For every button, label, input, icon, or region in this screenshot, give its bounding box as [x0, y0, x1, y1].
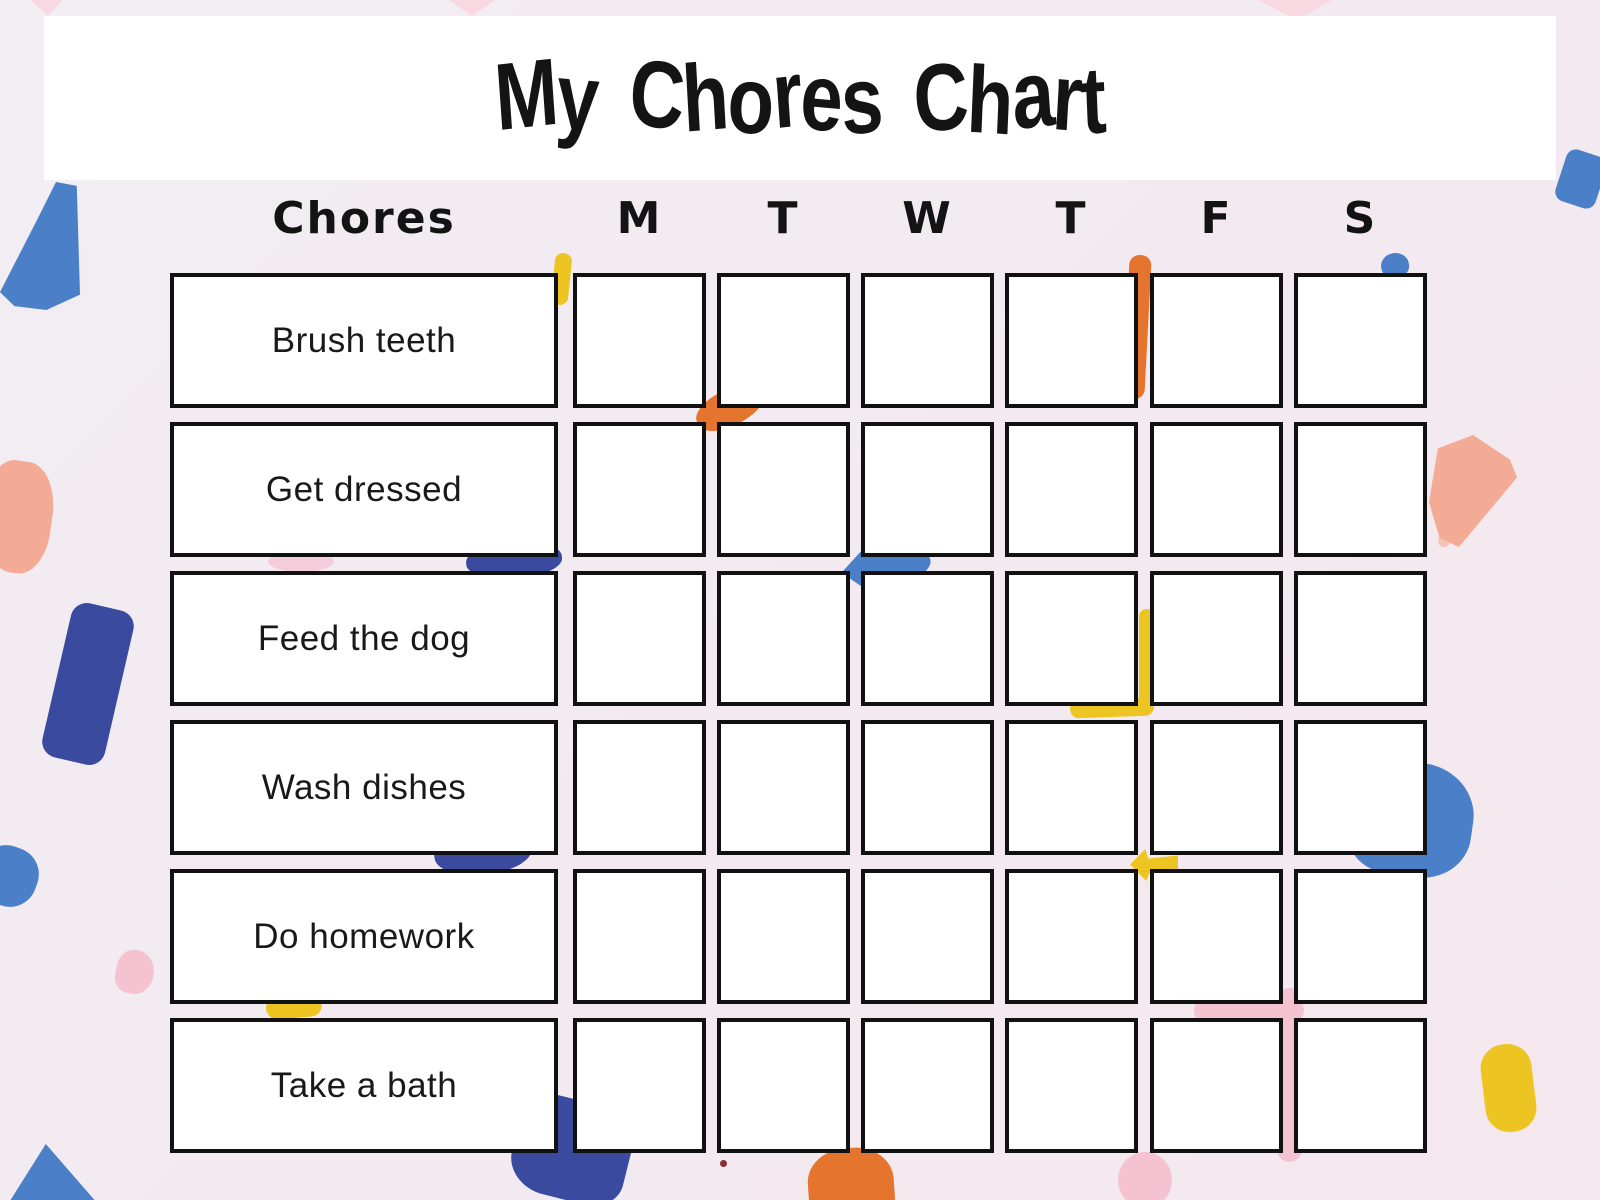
checkbox-row5-mon[interactable] [573, 869, 706, 1004]
checkbox-row6-thu[interactable] [1005, 1018, 1138, 1153]
chore-row [170, 869, 1430, 1004]
chores-grid [170, 273, 1430, 1155]
chore-label-wash-dishes: Wash dishes [170, 720, 558, 855]
checkbox-row1-tue[interactable] [717, 273, 850, 408]
checkbox-row6-fri[interactable] [1150, 1018, 1283, 1153]
checkbox-row1-fri[interactable] [1150, 273, 1283, 408]
checkbox-row6-mon[interactable] [573, 1018, 706, 1153]
decor-blue-triangle-bottom-left [8, 1144, 98, 1200]
checkbox-row3-tue[interactable] [717, 571, 850, 706]
checkbox-row5-wed[interactable] [861, 869, 994, 1004]
decor-blue-wedge-left [0, 182, 80, 310]
header-day-thursday: T [1055, 193, 1088, 244]
title-banner [44, 16, 1556, 180]
checkbox-row5-sat[interactable] [1294, 869, 1427, 1004]
checkbox-row2-wed[interactable] [861, 422, 994, 557]
decor-pink-speck [1438, 535, 1450, 547]
chore-row [170, 720, 1430, 855]
decor-salmon-triangle-right [1429, 435, 1517, 547]
page-title: My Chores Chart [491, 38, 1107, 155]
decor-red-dot [720, 1160, 727, 1167]
checkbox-row4-fri[interactable] [1150, 720, 1283, 855]
decor-pink-dot-bottom [1118, 1152, 1172, 1200]
checkbox-row6-sat[interactable] [1294, 1018, 1427, 1153]
checkbox-row3-mon[interactable] [573, 571, 706, 706]
checkbox-row1-wed[interactable] [861, 273, 994, 408]
header-day-wednesday: W [902, 193, 953, 244]
chore-row [170, 571, 1430, 706]
chore-label-brush-teeth: Brush teeth [170, 273, 558, 408]
checkbox-row6-tue[interactable] [717, 1018, 850, 1153]
chore-label-do-homework: Do homework [170, 869, 558, 1004]
decor-pink-triangle-top-mid [446, 0, 498, 16]
chore-row [170, 422, 1430, 557]
checkbox-row1-thu[interactable] [1005, 273, 1138, 408]
chore-row [170, 1018, 1430, 1153]
checkbox-row1-mon[interactable] [573, 273, 706, 408]
decor-yellow-pill-right [1478, 1041, 1539, 1135]
checkbox-row6-wed[interactable] [861, 1018, 994, 1153]
decor-pink-blob-small [112, 947, 158, 998]
checkbox-row4-thu[interactable] [1005, 720, 1138, 855]
checkbox-row3-sat[interactable] [1294, 571, 1427, 706]
chore-label-feed-the-dog: Feed the dog [170, 571, 558, 706]
day-header-row [170, 193, 1430, 244]
checkbox-row4-sat[interactable] [1294, 720, 1427, 855]
checkbox-row2-sat[interactable] [1294, 422, 1427, 557]
header-chores: Chores [272, 193, 456, 244]
checkbox-row2-mon[interactable] [573, 422, 706, 557]
checkbox-row5-thu[interactable] [1005, 869, 1138, 1004]
checkbox-row4-mon[interactable] [573, 720, 706, 855]
decor-blue-blob-left-edge [0, 838, 46, 915]
checkbox-row3-wed[interactable] [861, 571, 994, 706]
checkbox-row5-tue[interactable] [717, 869, 850, 1004]
chore-row [170, 273, 1430, 408]
header-day-tuesday: T [767, 193, 800, 244]
decor-pink-triangle-top-left [26, 0, 66, 16]
checkbox-row4-wed[interactable] [861, 720, 994, 855]
checkbox-row5-fri[interactable] [1150, 869, 1283, 1004]
checkbox-row2-tue[interactable] [717, 422, 850, 557]
header-day-saturday: S [1343, 193, 1378, 244]
checkbox-row2-fri[interactable] [1150, 422, 1283, 557]
decor-navy-brushstroke-left [39, 600, 137, 768]
checkbox-row3-fri[interactable] [1150, 571, 1283, 706]
checkbox-row3-thu[interactable] [1005, 571, 1138, 706]
checkbox-row1-sat[interactable] [1294, 273, 1427, 408]
decor-blue-square-right-edge [1553, 147, 1600, 211]
header-day-monday: M [616, 193, 663, 244]
checkbox-row4-tue[interactable] [717, 720, 850, 855]
header-day-friday: F [1200, 193, 1233, 244]
chore-label-get-dressed: Get dressed [170, 422, 558, 557]
chore-label-take-a-bath: Take a bath [170, 1018, 558, 1153]
checkbox-row2-thu[interactable] [1005, 422, 1138, 557]
decor-salmon-blob-left [0, 457, 59, 577]
